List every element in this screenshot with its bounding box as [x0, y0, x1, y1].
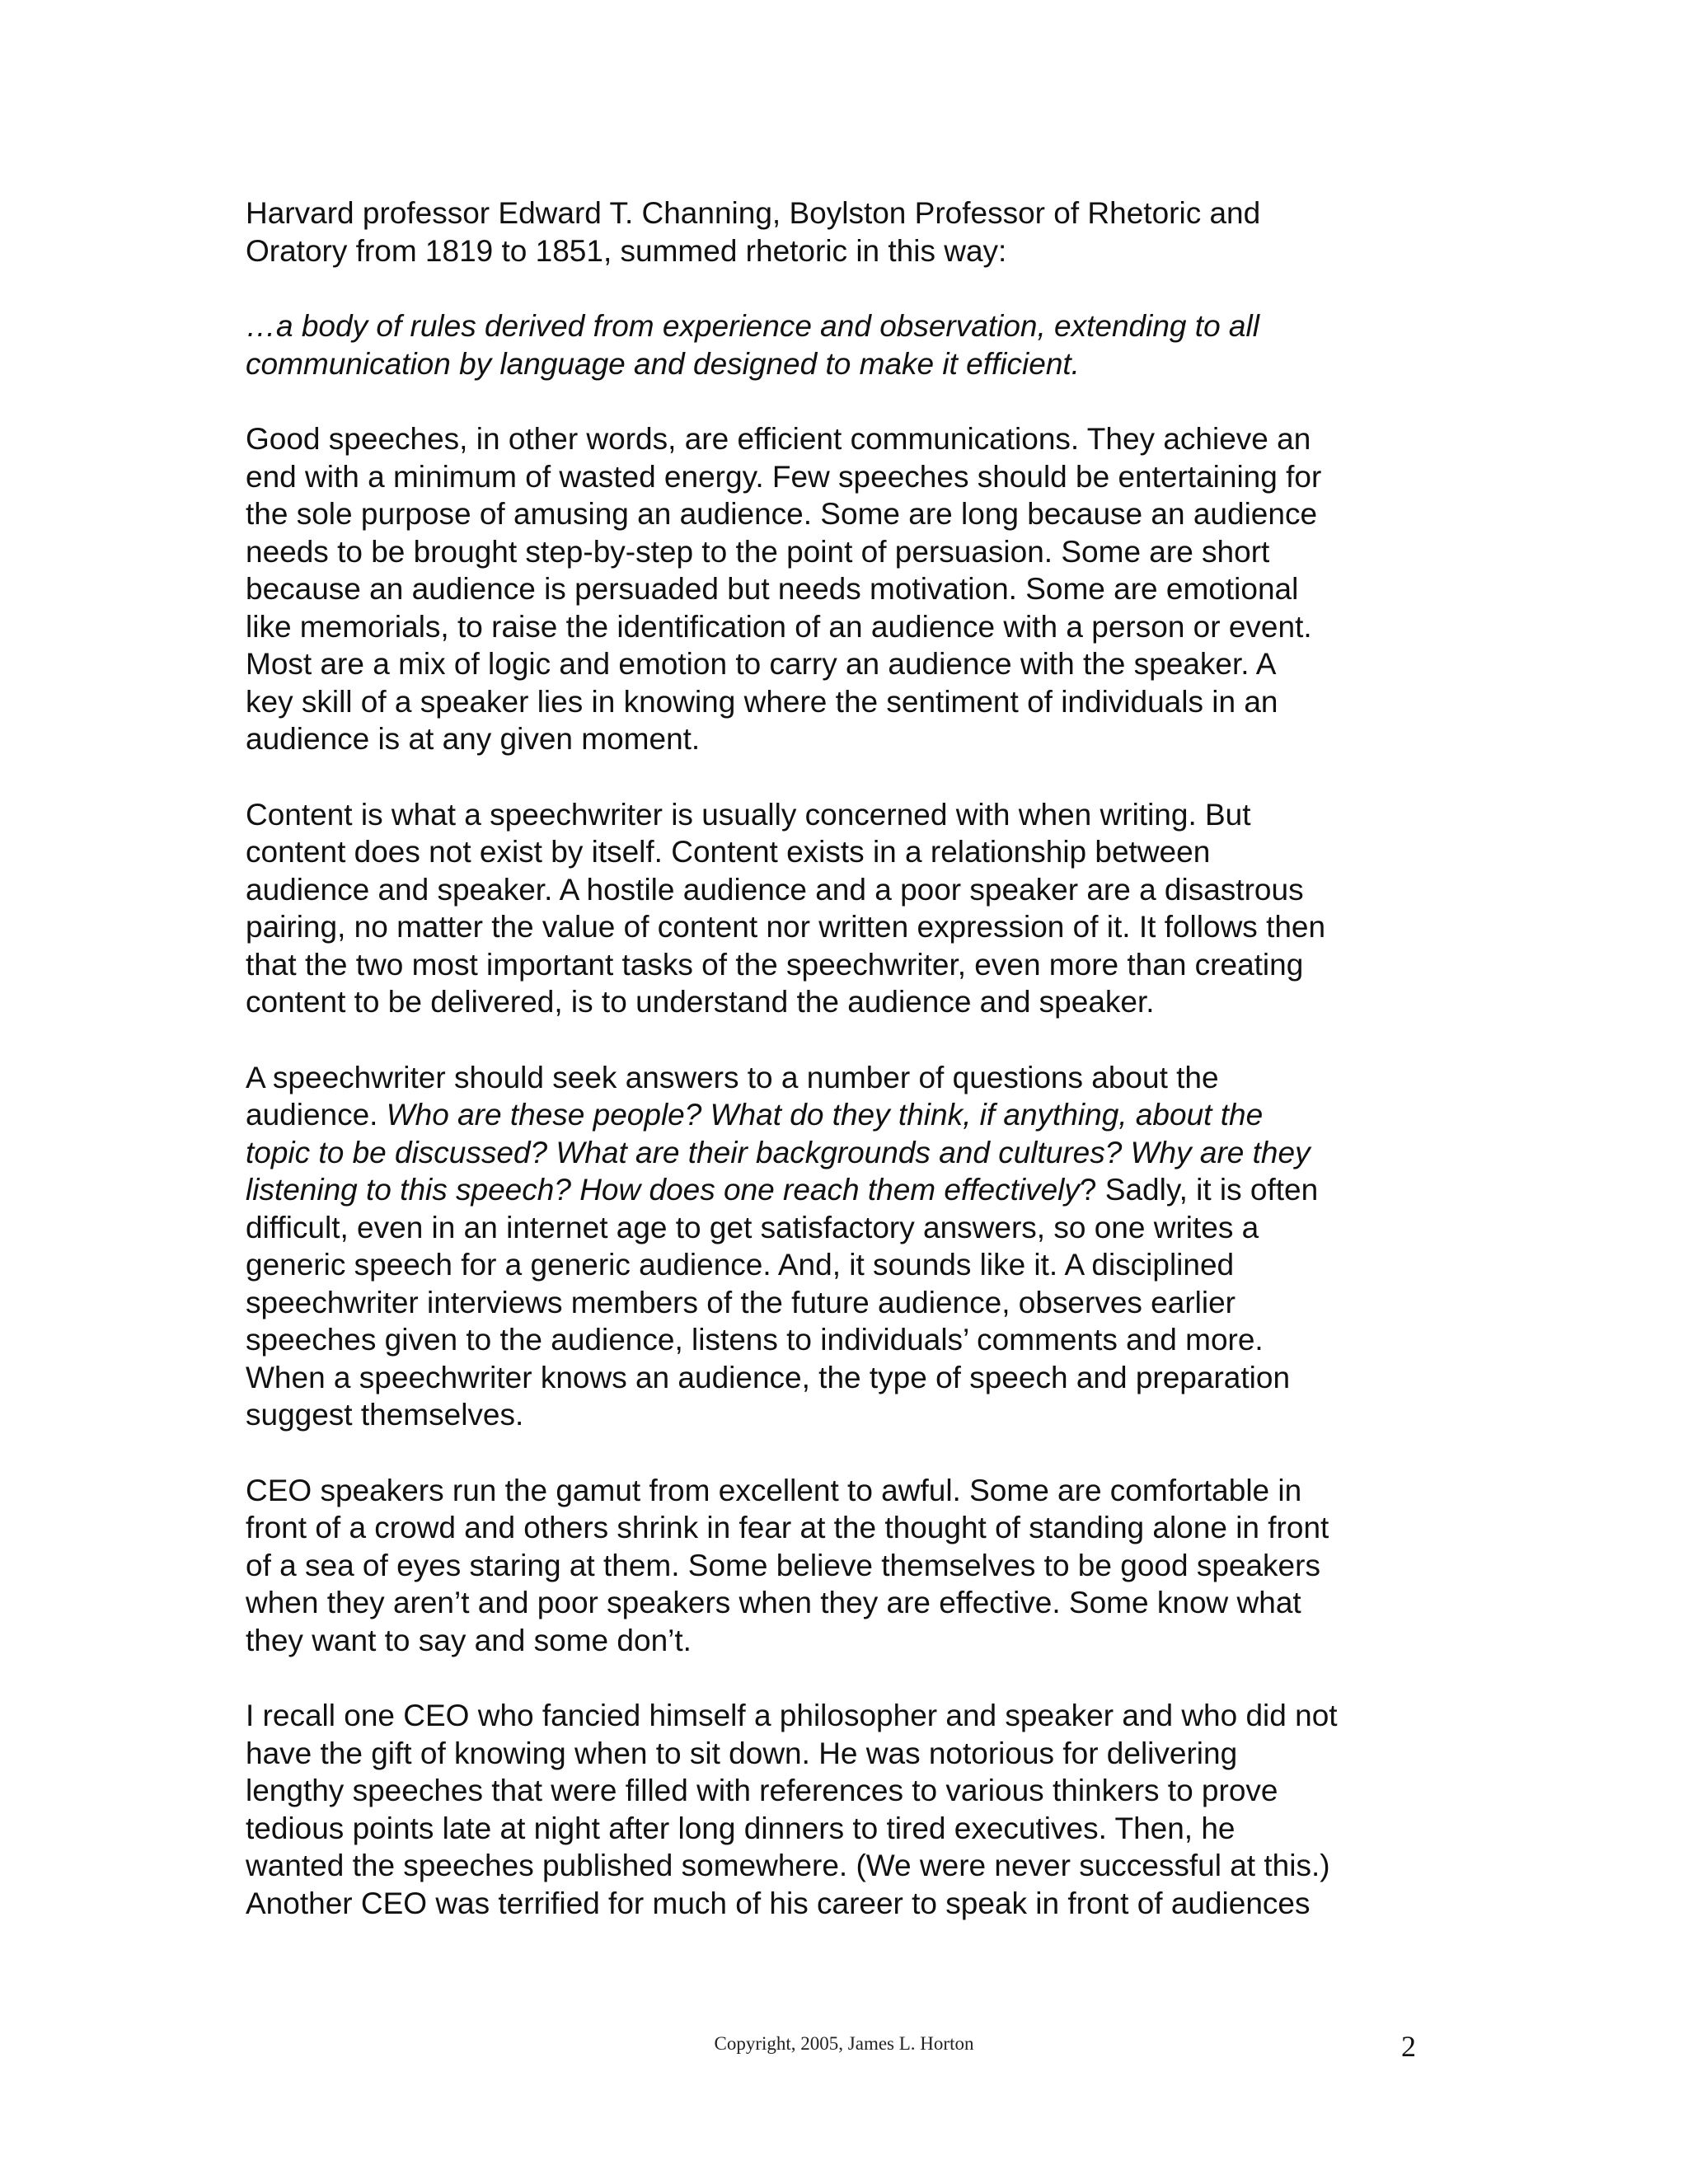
body-text	[246, 194, 1449, 1960]
text-line	[246, 1847, 1449, 1885]
text-line	[246, 1209, 1449, 1247]
paragraph	[246, 796, 1449, 1021]
text-line	[246, 570, 1449, 608]
italic-text: topic to be discussed? What are their backgrounds and cultures? Why are they	[246, 1135, 1311, 1169]
text-line	[246, 983, 1449, 1021]
text-line	[246, 1171, 1449, 1209]
text-segment: Good speeches, in other words, are efficient communications. They achieve an	[246, 422, 1311, 456]
text-line	[246, 645, 1449, 683]
text-segment: speechwriter interviews members of the future audience, observes earlier	[246, 1285, 1236, 1319]
text-line	[246, 871, 1449, 909]
italic-text: communication by language and designed to make it efficient.	[246, 346, 1080, 381]
text-segment: generic speech for a generic audience. And, it sounds like it. A disciplined	[246, 1248, 1235, 1282]
text-segment: speeches given to the audience, listens to individuals’ comments and more.	[246, 1323, 1264, 1357]
text-line	[246, 683, 1449, 721]
paragraph	[246, 307, 1449, 382]
text-segment: have the gift of knowing when to sit down. He was notorious for delivering	[246, 1736, 1238, 1770]
text-segment: difficult, even in an internet age to get satisfactory answers, so one writes a	[246, 1210, 1259, 1244]
text-segment: needs to be brought step-by-step to the point of persuasion. Some are short	[246, 534, 1270, 569]
paragraph	[246, 1059, 1449, 1434]
text-line	[246, 1059, 1449, 1097]
text-line	[246, 720, 1449, 758]
text-segment: Another CEO was terrified for much of his career to speak in front of audiences	[246, 1886, 1311, 1920]
text-line	[246, 1584, 1449, 1622]
text-line	[246, 420, 1449, 458]
text-segment: when they aren’t and poor speakers when they are effective. Some know what	[246, 1586, 1301, 1619]
text-segment: like memorials, to raise the identification of an audience with a person or event.	[246, 609, 1312, 644]
text-line	[246, 194, 1449, 232]
page-number: 2	[1401, 2030, 1416, 2063]
text-line	[246, 1735, 1449, 1773]
text-segment: Most are a mix of logic and emotion to carry an audience with the speaker. A	[246, 647, 1277, 681]
text-line	[246, 1509, 1449, 1547]
paragraph	[246, 1472, 1449, 1660]
text-segment: I recall one CEO who fancied himself a philosopher and speaker and who did not	[246, 1699, 1338, 1732]
text-segment: suggest themselves.	[246, 1398, 524, 1432]
text-segment: ? Sadly, it is often	[1079, 1173, 1319, 1207]
text-line	[246, 833, 1449, 871]
text-segment: key skill of a speaker lies in knowing where the sentiment of individuals in an	[246, 684, 1278, 719]
text-segment: because an audience is persuaded but needs motivation. Some are emotional	[246, 572, 1299, 606]
text-segment: Harvard professor Edward T. Channing, Boylston Professor of Rhetoric and	[246, 196, 1261, 230]
text-segment: they want to say and some don’t.	[246, 1623, 692, 1657]
text-line	[246, 1472, 1449, 1510]
text-segment: Content is what a speechwriter is usually concerned with when writing. But	[246, 797, 1251, 832]
text-segment: front of a crowd and others shrink in fear at the thought of standing alone in front	[246, 1511, 1329, 1544]
text-segment: that the two most important tasks of the speechwriter, even more than creating	[246, 947, 1304, 982]
text-line	[246, 458, 1449, 496]
text-line	[246, 796, 1449, 834]
text-line	[246, 1622, 1449, 1660]
text-segment: the sole purpose of amusing an audience. Some are long because an audience	[246, 497, 1318, 531]
text-line	[246, 1547, 1449, 1585]
text-line	[246, 1885, 1449, 1923]
text-segment: wanted the speeches published somewhere. (We were never successful at this.)	[246, 1849, 1330, 1882]
text-segment: of a sea of eyes staring at them. Some believe themselves to be good speakers	[246, 1548, 1320, 1582]
text-segment: audience.	[246, 1098, 387, 1132]
text-segment: audience is at any given moment.	[246, 722, 701, 756]
text-segment: CEO speakers run the gamut from excellent to awful. Some are comfortable in	[246, 1473, 1302, 1507]
text-line	[246, 307, 1449, 345]
text-segment: end with a minimum of wasted energy. Few speeches should be entertaining for	[246, 459, 1322, 494]
text-line	[246, 495, 1449, 533]
text-line	[246, 1359, 1449, 1397]
text-line	[246, 232, 1449, 270]
text-line	[246, 1284, 1449, 1322]
text-line	[246, 1396, 1449, 1434]
text-line	[246, 1810, 1449, 1848]
paragraph	[246, 420, 1449, 758]
footer-copyright: Copyright, 2005, James L. Horton	[714, 2033, 974, 2054]
text-line	[246, 1134, 1449, 1172]
text-line	[246, 946, 1449, 984]
text-segment: A speechwriter should seek answers to a number of questions about the	[246, 1060, 1219, 1094]
text-segment: audience and speaker. A hostile audience and a poor speaker are a disastrous	[246, 872, 1304, 907]
italic-text: listening to this speech? How does one reach them effectively	[246, 1173, 1080, 1207]
text-segment: content does not exist by itself. Content exists in a relationship between	[246, 835, 1211, 869]
paragraph	[246, 1697, 1449, 1922]
text-line	[246, 1096, 1449, 1134]
text-line	[246, 1772, 1449, 1810]
italic-text: …a body of rules derived from experience and observation, extending to all	[246, 309, 1259, 343]
text-segment: pairing, no matter the value of content nor written expression of it. It follows then	[246, 910, 1326, 944]
text-segment: lengthy speeches that were filled with references to various thinkers to prove	[246, 1774, 1278, 1807]
text-line	[246, 1246, 1449, 1284]
text-line	[246, 1697, 1449, 1735]
italic-text: Who are these people? What do they think, if anything, about the	[386, 1098, 1264, 1132]
text-segment: Oratory from 1819 to 1851, summed rhetoric in this way:	[246, 233, 1007, 268]
text-line	[246, 1321, 1449, 1359]
text-line	[246, 345, 1449, 383]
text-line	[246, 533, 1449, 571]
text-line	[246, 908, 1449, 946]
text-segment: content to be delivered, is to understand the audience and speaker.	[246, 985, 1155, 1019]
paragraph	[246, 194, 1449, 269]
text-segment: tedious points late at night after long dinners to tired executives. Then, he	[246, 1811, 1236, 1845]
text-segment: When a speechwriter knows an audience, the type of speech and preparation	[246, 1360, 1291, 1394]
text-line	[246, 608, 1449, 646]
